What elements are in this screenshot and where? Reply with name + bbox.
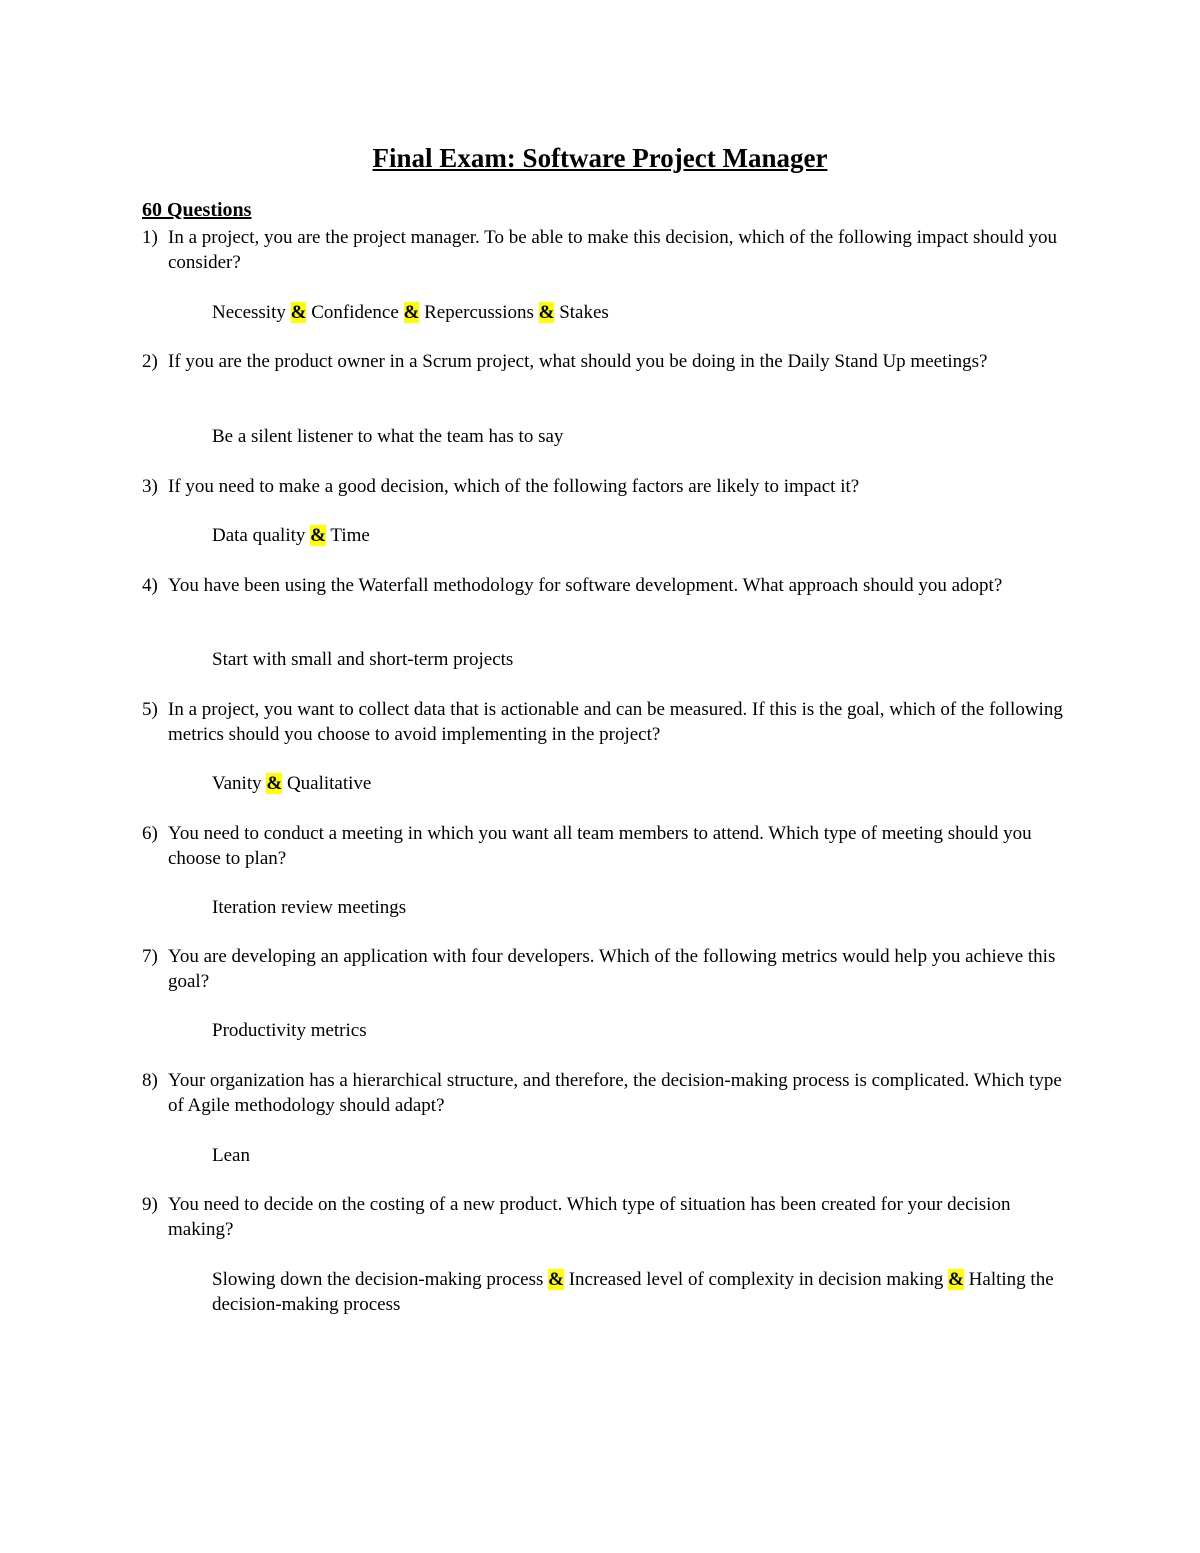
answer xyxy=(212,523,1072,548)
question-text: In a project, you are the project manager. To be able to make this decision, which of the following impact should you consider? xyxy=(168,227,1057,273)
answer xyxy=(212,424,1072,449)
question-text: If you are the product owner in a Scrum project, what should you be doing in the Daily Stand Up meetings? xyxy=(168,351,988,372)
question-text: Your organization has a hierarchical structure, and therefore, the decision-making process is complicated. Which type of Agile methodology should adapt? xyxy=(168,1070,1062,1116)
question-number: 9) xyxy=(142,1194,158,1215)
highlighted-ampersand: & xyxy=(290,302,307,323)
question-item xyxy=(142,225,1072,275)
question-number: 3) xyxy=(142,476,158,497)
answer xyxy=(212,1143,1072,1168)
answer-option: Necessity xyxy=(212,302,286,323)
question-text: You need to conduct a meeting in which you want all team members to attend. Which type of meeting should you choose to plan? xyxy=(168,823,1032,869)
question-text: You need to decide on the costing of a new product. Which type of situation has been created for your decision making? xyxy=(168,1194,1011,1240)
question-item xyxy=(142,1068,1072,1118)
question-item xyxy=(142,573,1072,598)
question-number: 2) xyxy=(142,351,158,372)
highlighted-ampersand: & xyxy=(403,302,420,323)
question-item xyxy=(142,474,1072,499)
answer xyxy=(212,1267,1072,1317)
question-item xyxy=(142,697,1072,747)
answer-option: Iteration review meetings xyxy=(212,897,407,918)
answer xyxy=(212,1018,1072,1043)
question-number: 1) xyxy=(142,227,158,248)
question-number: 8) xyxy=(142,1070,158,1091)
question-number: 6) xyxy=(142,823,158,844)
question-text: You are developing an application with four developers. Which of the following metrics would help you achieve this goal? xyxy=(168,946,1056,992)
highlighted-ampersand: & xyxy=(948,1269,964,1290)
question-item xyxy=(142,1192,1072,1242)
highlighted-ampersand: & xyxy=(266,773,283,794)
question-text: In a project, you want to collect data that is actionable and can be measured. If this is the goal, which of the following metrics should you choose to avoid implementing in the project? xyxy=(168,699,1063,745)
answer-option: Qualitative xyxy=(286,773,372,794)
answer xyxy=(212,895,1072,920)
answer-option: Increased level of complexity in decision making xyxy=(568,1269,944,1290)
answer-option: Lean xyxy=(212,1145,250,1166)
highlighted-ampersand: & xyxy=(548,1269,564,1290)
question-item xyxy=(142,821,1072,871)
question-text: You have been using the Waterfall methodology for software development. What approach should you adopt? xyxy=(168,575,1003,596)
question-number: 7) xyxy=(142,946,158,967)
page-title: Final Exam: Software Project Manager xyxy=(372,143,828,173)
questions-heading: 60 Questions xyxy=(142,199,252,221)
answer xyxy=(212,647,1072,672)
answer-option: Vanity xyxy=(212,773,262,794)
answer-option: Repercussions xyxy=(424,302,534,323)
answer-option: Be a silent listener to what the team has to say xyxy=(212,426,564,447)
answer xyxy=(212,771,1072,796)
highlighted-ampersand: & xyxy=(538,302,555,323)
question-number: 5) xyxy=(142,699,158,720)
answer-option: Time xyxy=(330,525,370,546)
question-number: 4) xyxy=(142,575,158,596)
highlighted-ampersand: & xyxy=(310,525,326,546)
question-item xyxy=(142,349,1072,374)
answer-option: Confidence xyxy=(311,302,399,323)
question-text: If you need to make a good decision, which of the following factors are likely to impact it? xyxy=(168,476,860,497)
answer-option: Productivity metrics xyxy=(212,1020,367,1041)
answer-option: Stakes xyxy=(559,302,609,323)
answer-option: Data quality xyxy=(212,525,306,546)
question-item xyxy=(142,944,1072,994)
answer xyxy=(212,300,1072,325)
answer-option: Halting the decision-making process xyxy=(212,1269,1054,1315)
answer-option: Start with small and short-term projects xyxy=(212,649,514,670)
answer-option: Slowing down the decision-making process xyxy=(212,1269,544,1290)
